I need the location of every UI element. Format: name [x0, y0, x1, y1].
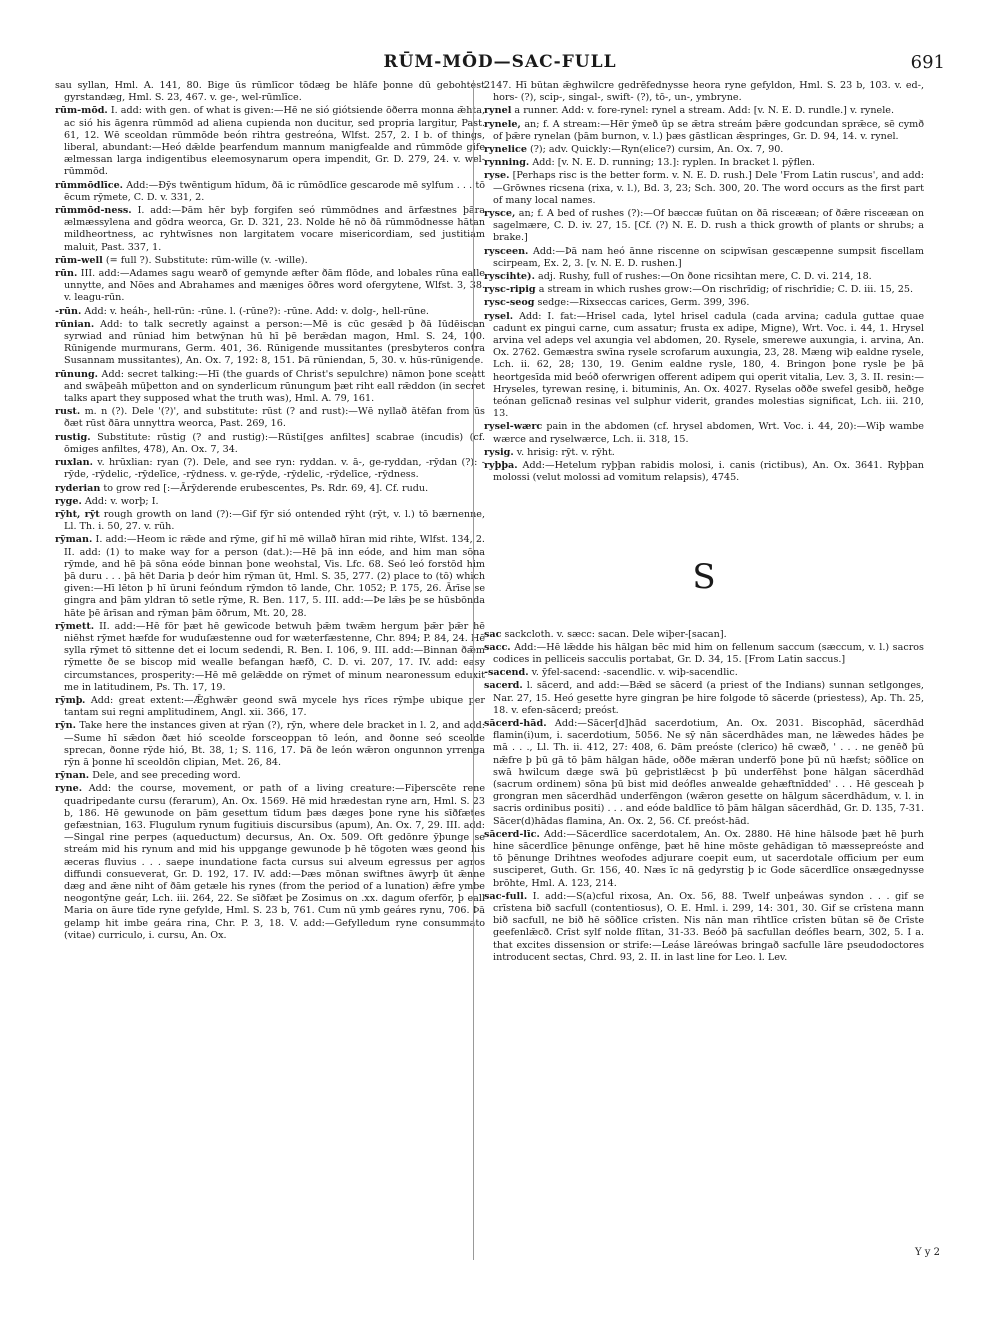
entry-headword: rȳht, rȳt — [55, 508, 100, 520]
entry-headword: sacerd. — [484, 680, 523, 692]
entry-text: I. add: with gen. of what is given:—Hē ne sió giótsiende ōðerra monna ǣhta, ac sió his āgenra rūmmōd ad aliena cupienda non ducitur, sed propria largitur, Past. 61, 12. Wē sceoldan rūmmōde beón rihtra gestreóna, Wlfst. 257, 2. I b. of things, liberal, abundant:—Heó dǣlde þearfendum mannum manigfealde and rūmmōde gife ælmessan larga indigentibus eleemosynarum opera impendit, Gr. D. 279, 24. v. wel-rūmmōd. — [64, 105, 485, 178]
entry-headword: ryscihte). — [484, 271, 535, 283]
entry-headword: sac — [484, 628, 502, 640]
entry-text: sedge:—Rixseccas carices, Germ. 399, 396. — [537, 297, 750, 309]
dictionary-entry — [484, 891, 924, 964]
entry-text: an; f. A stream:—Hēr ȳmeð ūp se ǣtra streám þǣre godcundan sprǣce, sē cymð of þǣre rynelan (þām burnon, v. l.) þæs gāstlican ǣspringes, Gr. D. 94, 14. v. rynel. — [493, 118, 924, 142]
entry-text: Add: to talk secretly against a person:—Mē is cūc gesǣd þ ðā Iūdēiscan syrwiad and rūniad him betwȳnan hū hī þē berǣdan magon, Hml. S. 24, 100. Rūnigende murmurans, Germ. 401, 36. Rūnigende mussitantes (presbyteros contra Susannam mussitantes), An. Ox. 7, 192: 8, 151. Þā rūniendan, 5, 30. v. hūs-rūnigende. — [64, 318, 485, 367]
dictionary-entry — [55, 496, 485, 508]
entry-text: I. add:—Heom ic rǣde and rȳme, gif hī mē willað hīran mid rihte, Wlfst. 134, 2. II. add: (1) to make way for a person (dat.):—Hē þā inn eóde, and him man sōna rȳmde, and hē þā sōna eóde binnan þone weohstal, Vis. Lfc. 68. Seó leó forstōd him þā duru . . . þā hēt Daria þ deór him rȳman ūt, Hml. S. 35, 277. (2) place to (tō) which given:—Hī lēton þ hī ūruni feóndum rȳmdon tō lande, Chr. 1052; P. 175, 26. Ārīse se gingra and þām yldran tō setle rȳme, R. Ben. 117, 5. III. add:—Þe lǣs þe se hūsbōnda hāte þē ārīsan and rȳman þām ōðrum, Mt. 20, 28. — [64, 534, 485, 619]
dictionary-entry — [484, 680, 924, 717]
entry-text: a runner. Add: v. fore-rynel: rynel a stream. Add: [v. N. E. D. rundle.] v. rynele. — [514, 105, 895, 117]
entry-text: Add: secret talking:—Hī (the guards of Christ's sepulchre) nāmon þone sceatt and swāþeāh mūþetton and on synderlicum rūnungum þæt riht eall rǣddon (in secret talks apart they supposed what the truth was), Hml. A. 79, 161. — [64, 368, 485, 405]
dictionary-entry — [55, 205, 485, 254]
entry-headword: rysc-ripig — [484, 284, 536, 296]
entry-text: I. add:—Þām hēr byþ forgifen seó rūmmōdnes and ārfæstnes þāra ælmæssylena and gōdra weorca, Gr. D. 321, 23. Nolde hē nō ðā rūmmōdnesse hātan mildheortness, ac ryhtwīsnes non largitatem vocare misericordiam, sed justitiam maluit, Past. 337, 1. — [64, 205, 485, 253]
dictionary-entry — [55, 80, 485, 104]
dictionary-entry — [55, 783, 485, 942]
entry-text: v. hrisig: rȳt. v. rȳht. — [516, 446, 615, 458]
entry-headword: rȳnan. — [55, 770, 90, 782]
entry-text: pain in the abdomen (cf. hrysel abdomen, Wrt. Voc. i. 44, 20):—Wiþ wambe wærce and ryselwærce, Lch. ii. 318, 15. — [493, 421, 924, 445]
dictionary-entry — [55, 534, 485, 619]
section-letter-heading: S — [692, 556, 716, 597]
entry-text: Add: v. worþ; I. — [84, 495, 159, 507]
entry-text: sackcloth. v. sæcc: sacan. Dele wiþer-[sacan]. — [504, 628, 727, 640]
entry-headword: rynele, — [484, 118, 521, 130]
entry-text: sau syllan, Hml. A. 141, 80. Bige ūs rūmlīcor tōdæg be hlāfe þonne dū gebohtest gyrstandæg, Hml. S. 23, 467. v. ge-, wel-rūmlīce. — [55, 80, 485, 104]
entry-headword: rysc-seog — [484, 297, 535, 309]
dictionary-entry — [484, 208, 924, 245]
entry-text: Dele, and see preceding word. — [92, 770, 241, 782]
entry-headword: ryne. — [55, 783, 83, 795]
entry-text: m. n (?). Dele '(?)', and substitute: rūst (? and rust):—Wē nyllað ātēfan from ūs ðæt rūst ðāra unnyttra weorca, Past. 269, 16. — [64, 406, 485, 430]
dictionary-entry — [55, 105, 485, 178]
page-number: 691 — [910, 52, 945, 73]
dictionary-entry — [55, 621, 485, 694]
entry-headword: rūm-well — [55, 254, 103, 266]
entry-text: Add:—Sācer[d]hād sacerdotium, An. Ox. 2031. Biscophād, sācerdhād flamin(i)um, i. sacerdotium, 5056. Ne sȳ nān sācerdhādes man, ne lǣwedes hādes þe mā . . ., Ll. Th. ii. 412, 27: 408, 6. Þām preóste (clerico) hē cwæð, ' . . . ne genēð þū nǣfre þ þū gā tō þām hālgan hāde, oððe mǣran underfō þone þū nū hæfst; sōðlīce on swā hwilcum dæge swā þū geþristlǣcst þ þū underfēhst þone hālgan sācerdhād (sacrum ordinem) sōna þū bist mid deófles anwealde gehæftnīdded' . . . Hē gesceah þ grongran men sācerdhād underfēngon (wǣron gesette on hālgum sācerdhādum, v. l. in sacris ordinibus positi) . . . and eóde baldlīce tō þām hālgan sācerdhād, Gr. D. 135, 7-31. Sācer(d)hādas flamina, An. Ox. 2, 56. Cf. preóst-hād. — [493, 717, 924, 827]
entry-headword: -sacend. — [484, 667, 529, 679]
entry-headword: rȳman. — [55, 534, 93, 546]
entry-text: 2147. Hī būtan ǣghwilcre gedrēfednysse heora ryne gefyldon, Hml. S. 23 b, 103. v. ed-, hors- (?), scip-, singal-, swift- (?), tō-, un-, ymbryne. — [484, 80, 924, 104]
dictionary-entry — [484, 271, 924, 283]
entry-text: III. add:—Adames sagu wearð of gemynde æfter ðām flōde, and lobales rūna ealle unnytte, and Nōes and Abrahames and mæniges ōðres word ofergytene, Wlfst. 3, 38. v. leagu-rūn. — [64, 268, 485, 304]
right-column-entries — [484, 80, 924, 485]
entry-text: adj. Rushy, full of rushes:—On ðone ricsihtan mere, C. D. vi. 214, 18. — [537, 271, 872, 283]
entry-headword: rysceen. — [484, 245, 529, 257]
entry-headword: rūmmōd-ness. — [55, 205, 132, 217]
entry-text: l. sācerd, and add:—Bǣd se sācerd (a priest of the Indians) sunnan setlgonges, Nar. 27, 15. Heó gesette hyre gingran þe hire folgode tō sācerde (priestess), Ap. Th. 25, 18. v. efen-sācerd; preóst. — [493, 680, 924, 716]
dictionary-entry — [484, 284, 924, 296]
dictionary-entry — [55, 509, 485, 533]
entry-headword: rȳmþ. — [55, 694, 86, 706]
entry-headword: rysce, — [484, 208, 516, 220]
entry-text: rough growth on land (?):—Gif fȳr sió ontended rȳht (rȳt, v. l.) tō bærnenne, Ll. Th. i. 50, 27. v. rūh. — [64, 508, 485, 533]
running-title: RŪM-MŌD—SAC-FULL — [383, 52, 617, 72]
entry-text: a stream in which rushes grow:—On rischrīdig; of rischrīdie; C. D. iii. 15, 25. — [538, 284, 914, 296]
dictionary-entry — [55, 457, 485, 481]
entry-text: (= full ?). Substitute: rūm-wille (v. -wille). — [105, 254, 308, 266]
entry-text: v. ȳfel-sacend: -sacendlic. v. wiþ-sacendlic. — [531, 667, 738, 679]
right-column — [484, 80, 924, 965]
entry-text: Add: I. fat:—Hrisel cada, lytel hrisel cadula (cada arvina; cadula guttae quae cadunt ex pingui carne, cum assatur; frusta ex adipe, Migne), Wrt. Voc. i. 44, 1. Hrysel arvina vel adeps vel axungia vel abdomen, 20. Rysele, smerewe auxungia, i. arvina, An. Ox. 2762. Gemæstra swīna rysele scrofarum auxungia, 23, 28. Mæng wiþ ealdne rysele, Lch. ii. 62, 28; 130, 19. Genim ealdne rysle, 180, 4. Bringon þone rysle þe þā heortgesīda mid beóð oferwrigen offerent adipem qui operit vitalia, Lev. 3, 3. II. resin:—Hryseles, tyrewan resinę, i. bituminis, An. Ox. 4027. Ryselas oððe swefel gesibð, heðge teónan gelīcnað resinas vel sulphur viderit, grandes molestias significat, Lch. iii. 210, 13. — [493, 310, 924, 420]
dictionary-entry — [55, 770, 485, 782]
dictionary-entry — [484, 311, 924, 421]
dictionary-entry — [484, 667, 924, 679]
dictionary-entry — [484, 642, 924, 666]
dictionary-entry — [55, 695, 485, 719]
entry-text: Take here the instances given at rȳan (?), rȳn, where dele bracket in l. 2, and add:—Sume hī sǣdon ðæt hió sceolde forsceoppan tō león, and ðonne seó sceolde sprecan, ðonne rȳde hió, Bt. 38, 1; S. 116, 17. Þā ðe león wǣron ongunnon yrrenga rȳn ā þonne hī sceoldōn clipian, Met. 26, 84. — [64, 720, 485, 768]
entry-headword: rysig. — [484, 446, 514, 458]
entry-text: an; f. A bed of rushes (?):—Of bæccæ fuūtan on ðā risceæan; of ðǣre risceæan on sagelmære, C. D. iv. 27, 15. [Cf. (?) N. E. D. rush a thick growth of plants or shrubs; a brake.] — [493, 208, 924, 244]
dictionary-entry — [484, 105, 924, 117]
entry-headword: ryge. — [55, 495, 82, 507]
dictionary-entry — [55, 319, 485, 368]
dictionary-entry — [484, 447, 924, 459]
entry-headword: rysel-wærc — [484, 421, 543, 433]
entry-headword: -rūn. — [55, 305, 82, 317]
entry-text: Add:—Hē lǣdde his hālgan bēc mid him on fellenum saccum (sæccum, v. l.) sacros codices in pelliceis sacculis portabat, Gr. D. 34, 15. [From Latin saccus.] — [493, 641, 924, 665]
entry-text: Add:—Sācerdlīce sacerdotalem, An. Ox. 2880. Hē hine hālsode þæt hē þurh hine sācerdlīce þēnunge onfēnge, þæt hē hine mōste gehādigan tō mæssepreóste and tō þēnunge Drihtnes weofodes adjurare coepit eum, ut sacerdotale officium per eum susciperet, Guth. Gr. 156, 40. Næs īc nā gedyrstig þ ic Gode sācerdlīce onsægednysse brōhte, Hml. A. 123, 214. — [493, 828, 924, 889]
entry-headword: ruxlan. — [55, 457, 93, 469]
dictionary-entry — [484, 829, 924, 890]
entry-headword: rȳmett. — [55, 620, 95, 632]
dictionary-entry — [484, 246, 924, 270]
entry-headword: rūnung. — [55, 368, 99, 380]
entry-text: I. add:—S(a)cful rixosa, An. Ox. 56, 88. Twelf unþeáwas syndon . . . gif se crīstena bið sacfull (contentiosus), O. E. Hml. i. 299, 14: 301, 30. Gif se crīstena mann bið sacfull, ne bið hē sōðlīce crīsten. Nis nān man rīhtlīce crīsten būtan sē ðe Crīste geefenlǣcð. Crīst sylf nolde flītan, 31-33. Beóð þā sacfullan deófles bearn, 302, 5. I a. that excites dissension or strife:—Leáse lāreówas bringað sacfulle lāre pseudodoctores introducent sectas, Chrd. 93, 2. II. in last line for Leo. l. Lev. — [493, 890, 924, 963]
entry-headword: rynning. — [484, 157, 530, 169]
entry-headword: rūmmōdlīce. — [55, 179, 124, 191]
dictionary-entry — [55, 406, 485, 430]
dictionary-entry — [484, 144, 924, 156]
entry-text: to grow red [:—Ārȳderende erubescentes, Ps. Rdr. 69, 4]. Cf. rudu. — [103, 482, 429, 494]
entry-headword: ryþþa. — [484, 460, 518, 472]
dictionary-entry — [55, 268, 485, 305]
dictionary-entry — [55, 432, 485, 456]
entry-text: Add:—Hetelum ryþþan rabidis molosi, i. canis (rictibus), An. Ox. 3641. Ryþþan molossi (velut molossi ad vomitum relapsis), 4745. — [493, 460, 924, 484]
right-column-s-entries — [484, 629, 924, 964]
entry-headword: sācerd-līc. — [484, 828, 540, 840]
entry-headword: ryse. — [484, 170, 510, 182]
dictionary-entry — [484, 629, 924, 641]
entry-text: Add: great extent:—Ǣghwǣr geond swā mycele hys rīces rȳmþe ubique per tantam sui regni amplitudinem, Angl. xii. 366, 17. — [64, 694, 485, 719]
dictionary-entry — [484, 460, 924, 484]
entry-headword: sacc. — [484, 641, 511, 653]
entry-text: Add:—Þā nam heó ānne riscenne on scipwīsan gescæpenne sumpsit fiscellam scirpeam, Ex. 2, 3. [v. N. E. D. rushen.] — [493, 245, 924, 269]
printer-signature: Y y 2 — [915, 1247, 940, 1258]
dictionary-entry — [484, 80, 924, 104]
entry-text: Substitute: rūstig (? and rustig):—Rūsti[ges anfiltes] scabrae (incudis) (cf. ōmiges anfiltes, 478), An. Ox. 7, 34. — [64, 431, 485, 455]
entry-headword: rustig. — [55, 431, 91, 443]
dictionary-entry — [55, 180, 485, 204]
entry-text: [Perhaps risc is the better form. v. N. E. D. rush.] Dele 'From Latin ruscus', and add:—Grōwnes ricsena (rixa, v. l.), Bd. 3, 23; Sch. 300, 20. The word occurs as the first part of many local names. — [493, 170, 924, 206]
dictionary-entry — [55, 483, 485, 495]
entry-text: (?); adv. Quickly:—Ryn(elice?) cursim, An. Ox. 7, 90. — [530, 144, 784, 156]
dictionary-entry — [55, 255, 485, 267]
dictionary-entry — [484, 421, 924, 445]
entry-text: Add: [v. N. E. D. running; 13.]: ryplen. In bracket l. pȳflen. — [532, 157, 815, 169]
entry-headword: rȳn. — [55, 720, 76, 732]
dictionary-entry — [484, 297, 924, 309]
dictionary-entry — [55, 720, 485, 769]
entry-headword: sācerd-hād. — [484, 717, 547, 729]
entry-headword: rysel. — [484, 310, 514, 322]
dictionary-entry — [484, 119, 924, 143]
column-divider — [473, 80, 474, 1260]
dictionary-entry — [55, 369, 485, 406]
entry-text: Add: the course, movement, or path of a living creature:—Fiþerscēte rene quadripedante cursu (ferarum), An. Ox. 1569. Hē mid hrædestan ryne arn, Hml. S. 23 b, 186. Hē gewunode on þām gesettum tīdum þæs dæges þone ryne his sīðfætes gefæstnian, 163. Flugulum rynum fugitiuis discursibus (apum), An. Ox. 7, 29. III. add:—Singal rine perpes (aqueductum) decursus, An. Ox. 509. Oft gedōnre ȳþunge se streám mid his rynum and mid his uppgange gewunode þ hē tōgoten wæs geond his æceras fluvius . . . saepe inundatione facta cursus sui alveum egressus per agros diffundi consueverat, Gr. D. 192, 17. IV. add:—Þæs mōnan swiftnes āwyrþ ūt ǣnne dæg and ǣne niht of ðām getæle his rynes (from the period of a lunation) ǣfre ymbe neogontȳne geár, Lch. iii. 264, 22. Se sīðfæt þe Zosimus on .xx. dagum oferfōr, þ eall Maria on āure tīde ryne gefylde, Hml. S. 23 b, 761. Cum nū ymb geáres rynu, 706. Þā gelamp hit imbe geára rina, Chr. P. 3, 18. V. add:—Gefylledum ryne consummato (vitae) curriculo, i. cursu, An. Ox. — [64, 783, 485, 941]
entry-text: Add:—Ðȳs twēntigum hīdum, ðā ic rūmōdlīce gescarode mē sylfum . . . tō ēcum rȳmete, C. D. v. 331, 2. — [64, 179, 485, 203]
entry-headword: sac-full. — [484, 890, 528, 902]
entry-text: v. hrūxlian: ryan (?). Dele, and see ryn: ryddan. v. ā-, ge-ryddan, -rȳdan (?): -rȳde, -rȳdelic, -rȳdelīce, -rȳdness. v. ge-rȳde, -rȳdelic, -rȳdelīce, -rȳdness. — [64, 457, 485, 481]
left-column — [55, 80, 485, 943]
dictionary-entry — [484, 157, 924, 169]
page-header — [55, 52, 945, 76]
dictionary-entry — [484, 170, 924, 207]
entry-headword: rūm-mōd. — [55, 105, 108, 117]
dictionary-entry — [484, 718, 924, 828]
entry-headword: rust. — [55, 406, 81, 418]
entry-headword: rynelice — [484, 144, 527, 156]
entry-headword: rūn. — [55, 268, 78, 280]
entry-headword: rynel — [484, 105, 512, 117]
entry-headword: ryderian — [55, 482, 101, 494]
dictionary-entry — [55, 306, 485, 318]
entry-headword: rūnian. — [55, 318, 95, 330]
entry-text: Add: v. heáh-, hell-rūn: -rūne. l. (-rūne?): -rūne. Add: v. dolg-, hell-rūne. — [84, 305, 429, 317]
entry-text: II. add:—Hē fōr þæt hē gewīcode betwuh þǣm twǣm hergum þǣr þǣr hē niēhst rȳmet hæfde for wuduſæstenne oud for wæterfæstenne, Chr. 894; P. 84, 24. Hē sylla rȳmet tō sittenne det ei locum sedendi, R. Ben. I. 106, 9. III. add:—Binnan ðǣm rȳmette ðe se biscop mid wealle befangan hæfð, C. D. vi. 207, 17. IV. add: easy circumstances, prosperity:—Hē mē gelǣdde on rȳmet of minum nearonessum eduxit me in latitudinem, Ps. Th. 17, 19. — [64, 620, 485, 693]
